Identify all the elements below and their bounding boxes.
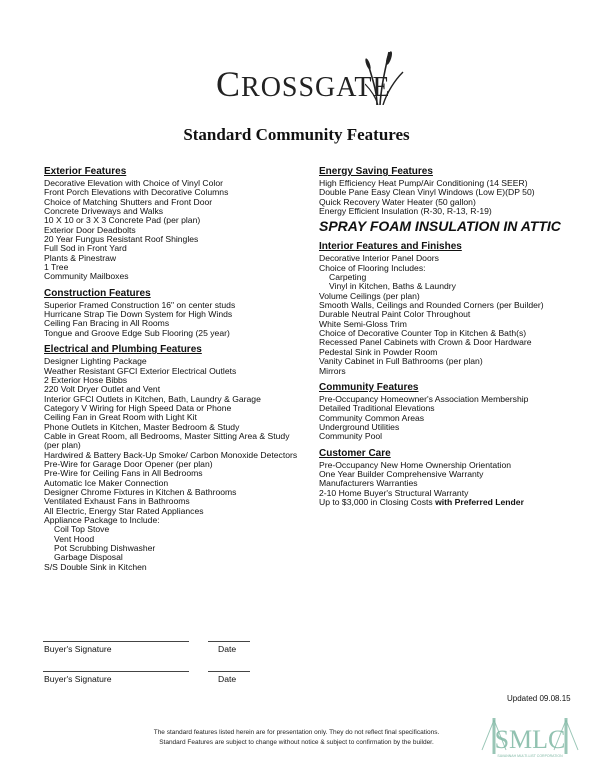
- list-item: Pre-Wire for Ceiling Fans in All Bedrooms: [44, 468, 203, 479]
- date-line-1[interactable]: [208, 641, 250, 642]
- list-item: Hurricane Strap Tie Down System for High Winds: [44, 309, 233, 320]
- list-item: High Efficiency Heat Pump/Air Conditioning (14 SEER): [319, 178, 528, 188]
- section-title: Electrical and Plumbing Features: [44, 344, 202, 356]
- list-item: One Year Builder Comprehensive Warranty: [319, 468, 484, 479]
- list-item: Front Porch Elevations with Decorative Columns: [44, 187, 229, 198]
- list-item: Pre-Occupancy Homeowner's Association Membership: [319, 393, 529, 404]
- list-item: Cable in Great Room, all Bedrooms, Master Sitting Area & Study: [44, 430, 290, 441]
- list-item: Appliance Package to Include:: [44, 515, 160, 525]
- section-title: Exterior Features: [44, 166, 127, 177]
- list-item: Manufacturers Warranties: [319, 478, 418, 489]
- list-item: Tongue and Groove Edge Sub Flooring (25 year): [44, 327, 230, 338]
- list-item: Volume Ceilings (per plan): [319, 290, 420, 301]
- list-item: Choice of Flooring Includes:: [319, 262, 426, 273]
- list-item: 220 Volt Dryer Outlet and Vent: [44, 384, 161, 395]
- construction-features-section: [44, 288, 314, 338]
- list-item: Ventilated Exhaust Fans in Bathrooms: [44, 496, 190, 507]
- list-item: Concrete Driveways and Walks: [44, 206, 164, 217]
- sub-list-item: Coil Top Stove: [54, 524, 110, 535]
- section-title: Interior Features and Finishes: [319, 241, 462, 253]
- section-title: Energy Saving Features: [319, 166, 433, 177]
- buyer-signature-label-1: Buyer's Signature: [44, 644, 112, 654]
- list-item: Weather Resistant GFCI Exterior Electrical Outlets: [44, 365, 237, 376]
- smlc-logo: [480, 710, 580, 766]
- list-item: Designer Chrome Fixtures in Kitchen & Bathrooms: [44, 486, 237, 497]
- interior-features-section: [319, 241, 559, 375]
- list-item: Designer Lighting Package: [44, 356, 147, 367]
- customer-care-section: [319, 448, 559, 508]
- list-item: Hardwired & Battery Back-Up Smoke/ Carbon Monoxide Detectors: [44, 449, 298, 460]
- list-item: 2 Exterior Hose Bibbs: [44, 374, 128, 385]
- section-title: Community Features: [319, 381, 419, 393]
- list-item: Phone Outlets in Kitchen, Master Bedroom & Study: [44, 421, 240, 432]
- date-line-2[interactable]: [208, 671, 250, 672]
- list-item: Decorative Elevation with Choice of Vinyl Color: [44, 178, 223, 188]
- list-item: Ceiling Fan in Great Room with Light Kit: [44, 412, 197, 423]
- electrical-plumbing-section: [44, 344, 314, 572]
- list-item: Exterior Door Deadbolts: [44, 224, 136, 235]
- list-item: 10 X 10 or 3 X 3 Concrete Pad (per plan): [44, 215, 201, 226]
- list-item: Pre-Wire for Garage Door Opener (per plan): [44, 458, 213, 469]
- left-column: [44, 166, 314, 578]
- list-item: Ceiling Fan Bracing in All Rooms: [44, 318, 170, 329]
- list-item: Vanity Cabinet in Full Bathrooms (per plan): [319, 356, 483, 367]
- footer-disclaimer-line-2: Standard Features are subject to change without notice & subject to confirmation by the builder.: [159, 739, 434, 746]
- community-features-section: [319, 382, 559, 442]
- smlc-text: SMLC: [494, 725, 566, 754]
- list-item: Pre-Occupancy New Home Ownership Orientation: [319, 459, 512, 470]
- closing-costs-text: Up to $3,000 in Closing Costs: [319, 496, 436, 507]
- list-item: Full Sod in Front Yard: [44, 243, 127, 254]
- date-label-1: Date: [218, 644, 237, 654]
- list-item: Double Pane Easy Clean Vinyl Windows (Low E)(DP 50): [319, 187, 535, 198]
- list-item: Choice of Decorative Counter Top in Kitchen & Bath(s): [319, 328, 527, 339]
- list-item: Smooth Walls, Ceilings and Rounded Corners (per Builder): [319, 300, 544, 311]
- list-item: 20 Year Fungus Resistant Roof Shingles: [44, 234, 199, 245]
- list-item: Community Mailboxes: [44, 271, 129, 282]
- list-item: (per plan): [44, 440, 81, 451]
- preferred-lender-text: with Preferred Lender: [435, 496, 524, 507]
- list-item: Underground Utilities: [319, 421, 400, 432]
- list-item: White Semi-Gloss Trim: [319, 318, 407, 329]
- energy-saving-section: [319, 166, 559, 235]
- sub-list-item: Pot Scrubbing Dishwasher: [54, 543, 156, 554]
- list-item: Recessed Panel Cabinets with Crown & Door Hardware: [319, 337, 532, 348]
- list-item: All Electric, Energy Star Rated Appliances: [44, 505, 204, 516]
- list-item: 1 Tree: [44, 262, 69, 273]
- page-title: Standard Community Features: [183, 125, 410, 144]
- footer-disclaimer-line-1: The standard features listed herein are for presentation only. They do not reflect final specifications.: [153, 729, 440, 736]
- logo-big-c: C: [216, 64, 242, 104]
- section-title: Customer Care: [319, 447, 391, 459]
- spray-foam-highlight: SPRAY FOAM INSULATION IN ATTIC: [319, 218, 561, 235]
- list-item: Energy Efficient Insulation (R-30, R-13, R-19): [319, 206, 492, 217]
- list-item: Plants & Pinestraw: [44, 252, 117, 263]
- sub-list-item: Garbage Disposal: [54, 552, 123, 563]
- list-item: Mirrors: [319, 365, 346, 376]
- list-item: [319, 498, 559, 507]
- exterior-features-section: [44, 166, 314, 282]
- list-item: Quick Recovery Water Heater (50 gallon): [319, 196, 476, 207]
- list-item: Category V Wiring for High Speed Data or Phone: [44, 402, 232, 413]
- list-item: Decorative Interior Panel Doors: [319, 253, 439, 264]
- logo-rest: ROSSGATE: [241, 72, 391, 103]
- section-title: Construction Features: [44, 287, 151, 299]
- list-item: Community Pool: [319, 431, 383, 442]
- list-item: 2-10 Home Buyer's Structural Warranty: [319, 487, 469, 498]
- list-item: Detailed Traditional Elevations: [319, 403, 435, 414]
- list-item: S/S Double Sink in Kitchen: [44, 561, 147, 572]
- buyer-signature-label-2: Buyer's Signature: [44, 674, 112, 684]
- buyer-signature-line-1[interactable]: [43, 641, 189, 642]
- right-column: [319, 166, 559, 513]
- smlc-subtext: SAVANNAH MULTI-LIST CORPORATION: [497, 754, 563, 758]
- list-item: Superior Framed Construction 16" on center studs: [44, 299, 236, 310]
- date-label-2: Date: [218, 674, 237, 684]
- list-item: Community Common Areas: [319, 412, 425, 423]
- list-item: Interior GFCI Outlets in Kitchen, Bath, Laundry & Garage: [44, 393, 261, 404]
- list-item: Choice of Matching Shutters and Front Door: [44, 196, 213, 207]
- list-item: Automatic Ice Maker Connection: [44, 477, 169, 488]
- sub-list-item: Carpeting: [329, 272, 367, 283]
- sub-list-item: Vent Hood: [54, 533, 95, 544]
- sub-list-item: Vinyl in Kitchen, Baths & Laundry: [329, 281, 456, 292]
- marsh-grass-icon: [365, 50, 405, 105]
- list-item: Pedestal Sink in Powder Room: [319, 346, 438, 357]
- list-item: Durable Neutral Paint Color Throughout: [319, 309, 471, 320]
- buyer-signature-line-2[interactable]: [43, 671, 189, 672]
- updated-date: Updated 09.08.15: [507, 694, 571, 703]
